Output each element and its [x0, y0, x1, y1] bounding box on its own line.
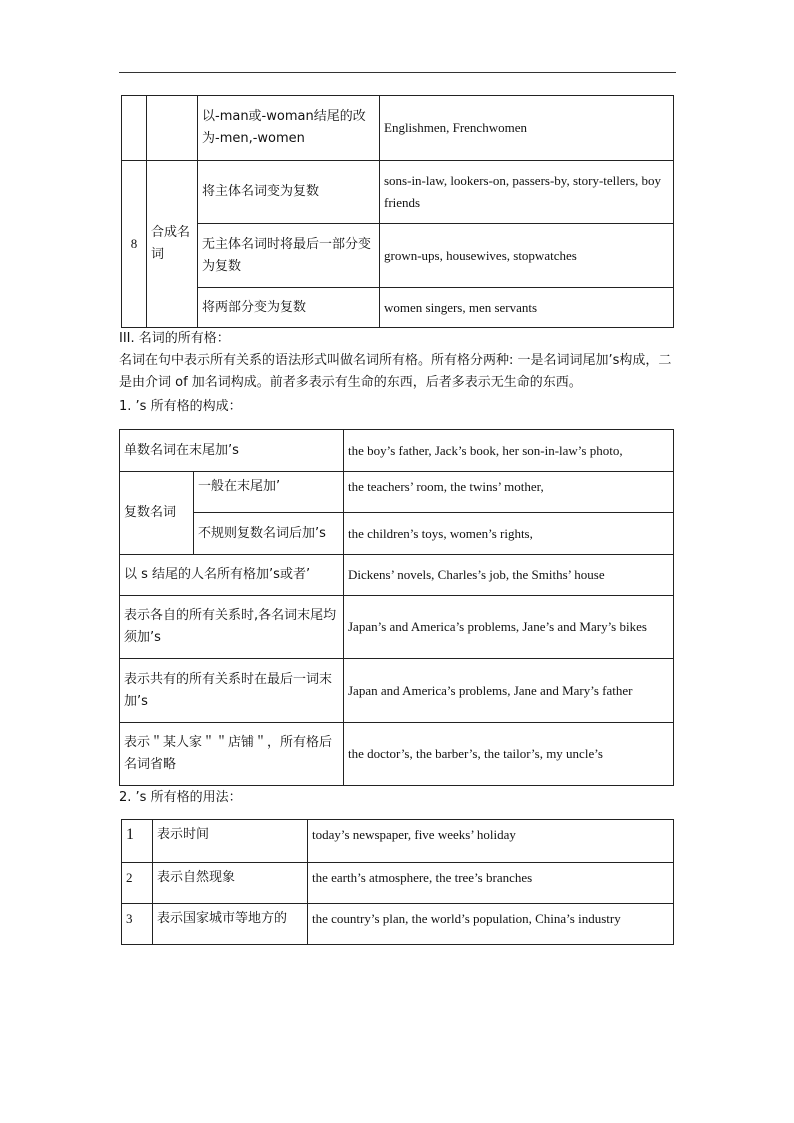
table-row: [120, 659, 674, 723]
example-cell: Japan and America’s problems, Jane and Mary’s father: [344, 659, 674, 723]
rule-cell: 表示各自的所有关系时,各名词末尾均须加’s: [120, 596, 344, 659]
possessive-formation-table: [119, 429, 674, 786]
example-cell: the children’s toys, women’s rights,: [344, 513, 674, 555]
section-paragraph: 名词在句中表示所有关系的语法形式叫做名词所有格。所有格分两种: 一是名词词尾加’s构成，二是由介词 of 加名词构成。前者多表示有生命的东西，后者多表示无生命的东西。: [119, 353, 672, 390]
header-rule: [119, 72, 676, 73]
plural-noun-label: 复数名词: [120, 472, 194, 555]
example-cell: today’s newspaper, five weeks’ holiday: [308, 820, 674, 863]
possessive-usage-table: [121, 819, 674, 945]
table-row: [122, 161, 674, 224]
table-row: [122, 820, 674, 863]
example-cell: the country’s plan, the world’s population, China’s industry: [308, 904, 674, 945]
example-cell: sons-in-law, lookers-on, passers-by, story-tellers, boy friends: [380, 161, 674, 224]
table-row: [120, 430, 674, 472]
example-cell: the teachers’ room, the twins’ mother,: [344, 472, 674, 513]
subheading-formation: 1. ’s 所有格的构成：: [119, 399, 242, 414]
rule-cell: 以 s 结尾的人名所有格加’s或者’: [120, 555, 344, 596]
row-category: [147, 96, 198, 161]
table-row: [122, 224, 674, 288]
table-row: [120, 723, 674, 786]
table-row: [122, 863, 674, 904]
example-cell: Dickens’ novels, Charles’s job, the Smiths’ house: [344, 555, 674, 596]
rule-cell: 不规则复数名词后加’s: [194, 513, 344, 555]
rule-cell: 一般在末尾加’: [194, 472, 344, 513]
table-row: [120, 555, 674, 596]
row-number: 8: [122, 161, 147, 328]
example-cell: the doctor’s, the barber’s, the tailor’s, my uncle’s: [344, 723, 674, 786]
subheading-usage: 2. ’s 所有格的用法：: [119, 790, 242, 805]
table-row: [120, 596, 674, 659]
rule-cell: 将两部分变为复数: [198, 288, 380, 328]
row-number: 2: [122, 863, 153, 904]
compound-noun-table: [121, 95, 674, 328]
rule-cell: 将主体名词变为复数: [198, 161, 380, 224]
usage-cell: 表示时间: [153, 820, 308, 863]
usage-cell: 表示国家城市等地方的: [153, 904, 308, 945]
section-heading: III. 名词的所有格：: [119, 331, 230, 346]
table-row: [120, 472, 674, 513]
rule-cell: 以-man或-woman结尾的改为-men,-women: [198, 96, 380, 161]
example-cell: grown-ups, housewives, stopwatches: [380, 224, 674, 288]
rule-cell: 单数名词在末尾加’s: [120, 430, 344, 472]
rule-cell: 无主体名词时将最后一部分变为复数: [198, 224, 380, 288]
table-row: [122, 288, 674, 328]
row-number: 3: [122, 904, 153, 945]
example-cell: women singers, men servants: [380, 288, 674, 328]
rule-cell: 表示＂某人家＂＂店铺＂，所有格后名词省略: [120, 723, 344, 786]
table-row: [122, 96, 674, 161]
example-cell: the earth’s atmosphere, the tree’s branches: [308, 863, 674, 904]
row-category: 合成名词: [147, 161, 198, 328]
table-row: [122, 904, 674, 945]
row-number: [122, 96, 147, 161]
table-row: [120, 513, 674, 555]
rule-cell: 表示共有的所有关系时在最后一词末加’s: [120, 659, 344, 723]
example-cell: the boy’s father, Jack’s book, her son-in-law’s photo,: [344, 430, 674, 472]
example-cell: Japan’s and America’s problems, Jane’s and Mary’s bikes: [344, 596, 674, 659]
row-number: 1: [122, 820, 153, 863]
usage-cell: 表示自然现象: [153, 863, 308, 904]
example-cell: Englishmen, Frenchwomen: [380, 96, 674, 161]
